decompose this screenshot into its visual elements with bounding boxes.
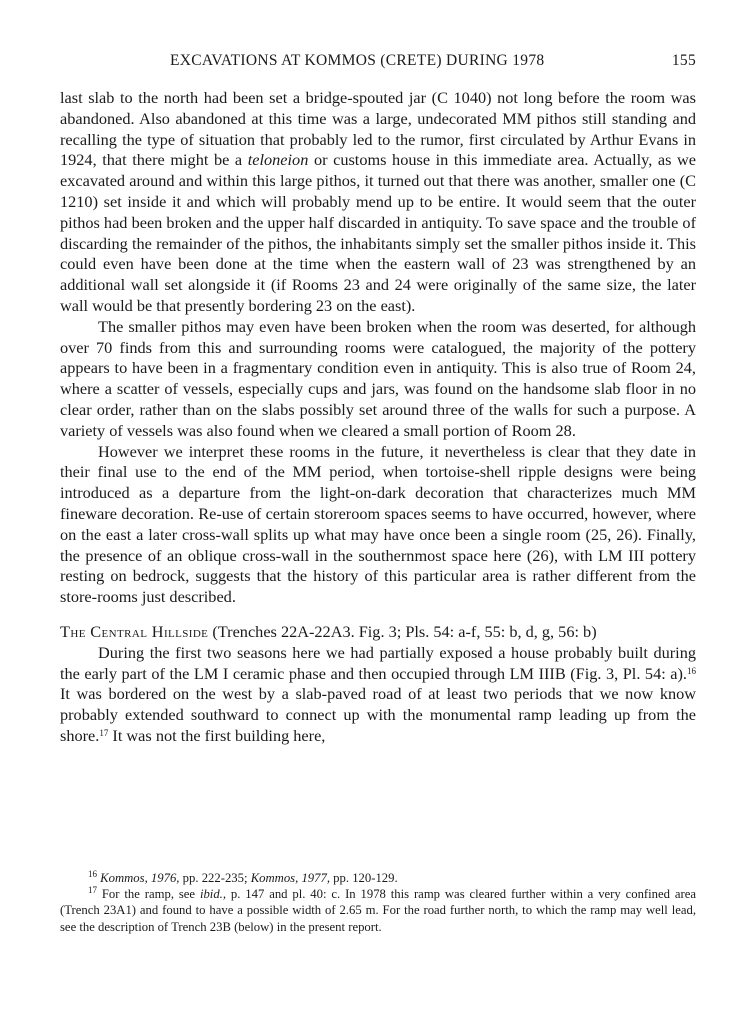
footnote-ref[interactable]: 17 xyxy=(99,727,109,738)
body-text xyxy=(60,88,696,747)
footnote-ref[interactable]: 16 xyxy=(687,665,696,676)
footnote-number: 17 xyxy=(88,885,97,896)
paragraph-1: last slab to the north had been set a bridge-spouted jar (C 1040) not long before the room was abandoned. Also abandoned at this time was a large, undecorated MM pithos still standing and recalling the type of situation that probably led to the rumor, first circulated by Arthur Evans in 1924, that there might be a teloneion or customs house in this immediate area. Actually, as we excavated around and within this large pithos, it turned out that there was another, smaller one (C 1210) set inside it and which will probably mend up to be entire. It would seem that the outer pithos had been broken and the upper half discarded in antiquity. To save space and the trouble of discarding the remainder of the pithos, the inhabitants simply set the smaller pithos inside it. This could even have been done at the time when the eastern wall of 23 was strengthened by an additional wall set alongside it (if Rooms 23 and 24 were originally of the same size, the later wall would be that presently bordering 23 on the east). xyxy=(60,88,697,315)
paragraph-4: During the first two seasons here we had partially exposed a house probably built during the early part of the LM I ceramic phase and then occupied through LM IIIB (Fig. 3, Pl. 54: a).$^{16}$ It was bordered on the west by a slab-paved road of at least two periods that we now know probably extended southward to connect up with the monumental ramp leading up from the shore.$^{17}$ It was not the first building here, xyxy=(60,642,696,745)
section-heading xyxy=(60,622,696,643)
running-head xyxy=(60,48,696,72)
footnotes xyxy=(60,870,696,935)
footnote-17: $^{17}$ For the ramp, see ibid., p. 147 and pl. 40: c. In 1978 this ramp was cleared further within a very confined area (Trench 23A1) and found to have a possible width of 2.65 m. For the road further north, to which the ramp may well lead, see the description of Trench 23B (below) in the present report. xyxy=(60,885,696,934)
paragraph-3: However we interpret these rooms in the future, it nevertheless is clear that they date in their final use to the end of the MM period, when tortoise-shell ripple designs were being introduced as a departure from the light-on-dark decoration that characterizes much MM fineware decoration. Re-use of certain storeroom spaces seems to have occurred, however, where on the east a later cross-wall splits up what may have once been a single room (25, 26). Finally, the presence of an oblique cross-wall in the southernmost space here (26), with LM III pottery resting on bedrock, suggests that the history of this particular area is rather different from the store-rooms just described. xyxy=(60,441,696,607)
footnote-number: 16 xyxy=(88,869,97,879)
running-title: EXCAVATIONS AT KOMMOS (CRETE) DURING 1978 xyxy=(170,52,545,69)
page-number: 155 xyxy=(671,52,696,69)
section-subtitle: (Trenches 22A-22A3. Fig. 3; Pls. 54: a-f, 55: b, d, g, 56: b) xyxy=(208,621,597,641)
footnote-16: $^{16}$ Kommos, 1976, pp. 222-235; Kommos, 1977, pp. 120-129. xyxy=(88,869,398,885)
section-title: The Central Hillside xyxy=(60,621,209,641)
italic-term: teloneion xyxy=(247,150,309,170)
paragraph-2: The smaller pithos may even have been broken when the room was deserted, for although over 70 finds from this and surrounding rooms were catalogued, the majority of the pottery appears to have been in a fragmentary condition even in antiquity. This is also true of Room 24, where a scatter of vessels, especially cups and jars, was found on the handsome slab floor in no clear order, rather than on the slabs possibly set around three of the walls for such a purpose. A variety of vessels was also found when we cleared a small portion of Room 28. xyxy=(60,316,696,440)
